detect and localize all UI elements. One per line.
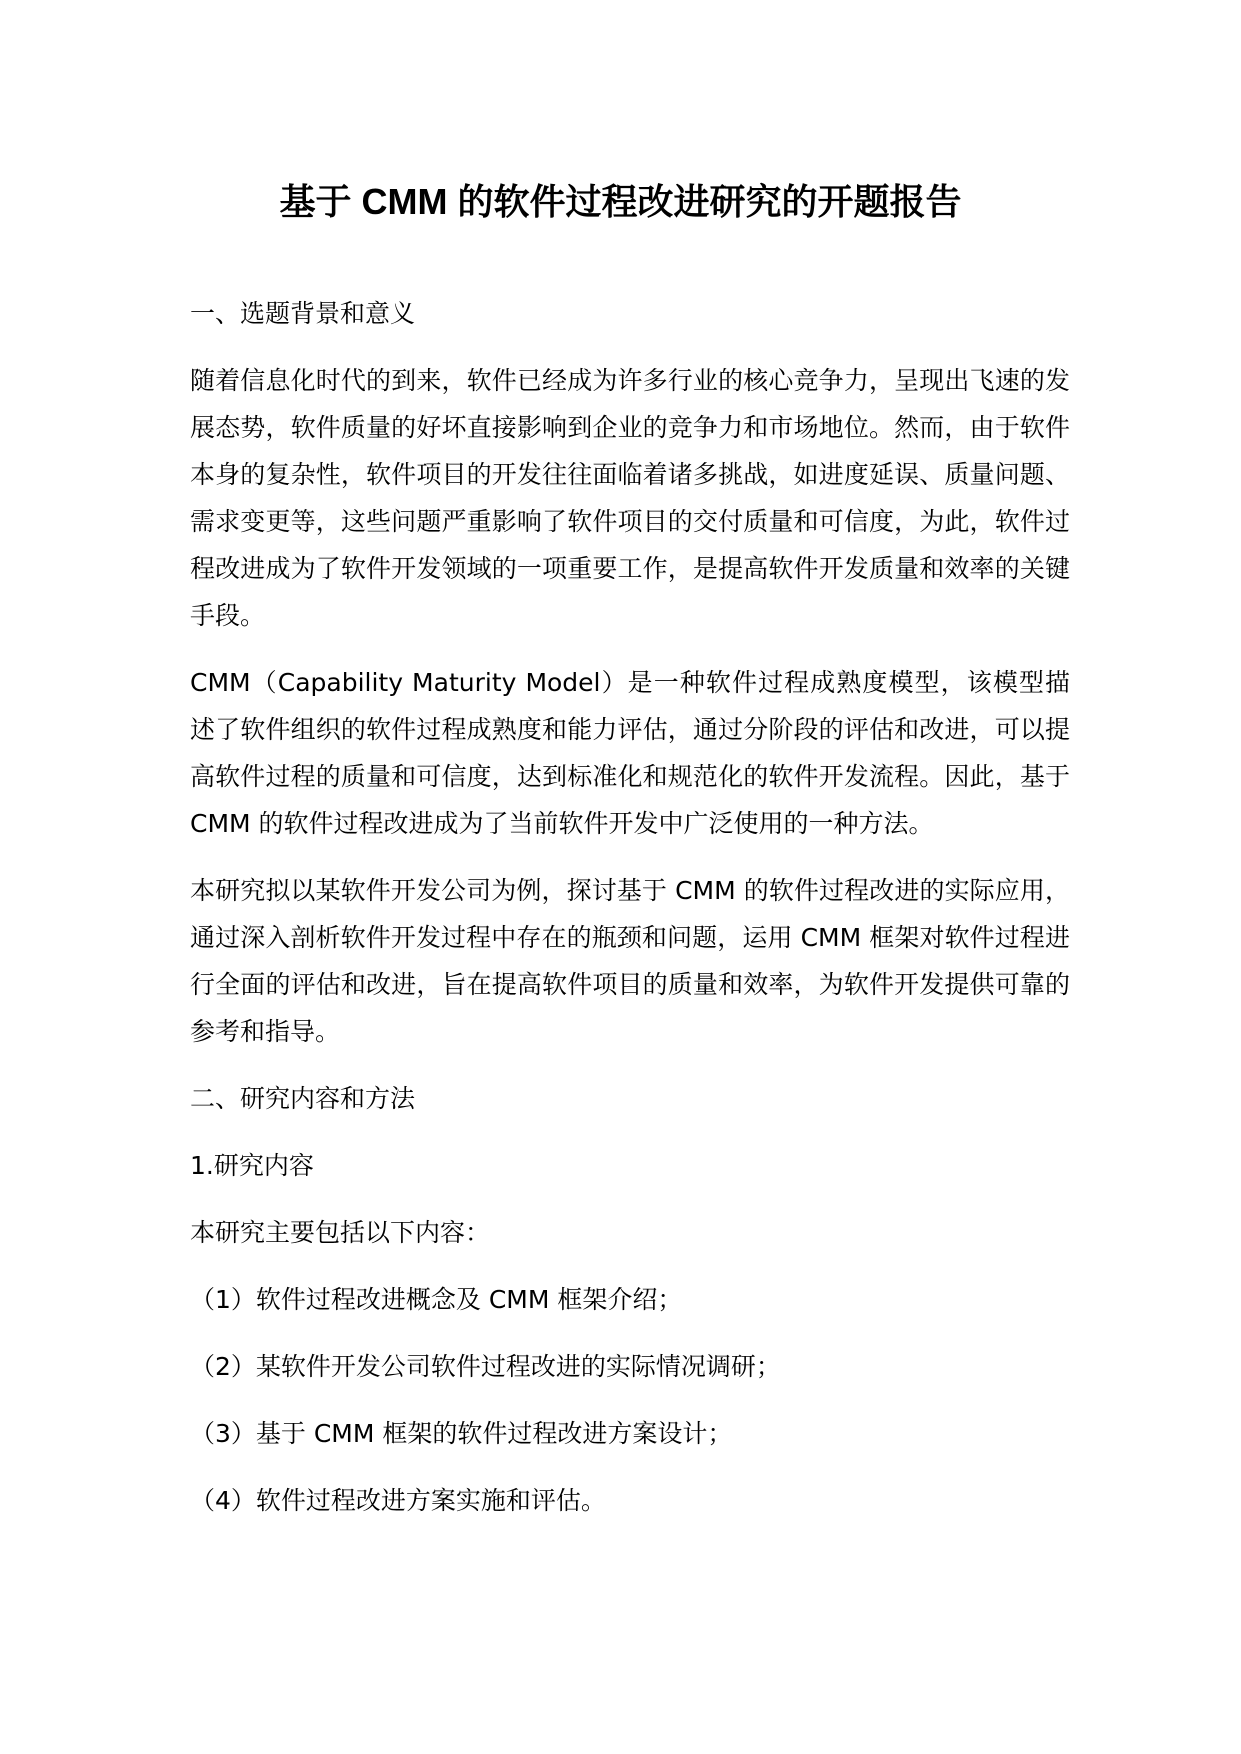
list-item: （4）软件过程改进方案实施和评估。	[190, 1486, 606, 1515]
document-body	[190, 290, 1070, 1544]
list-item: （2）某软件开发公司软件过程改进的实际情况调研；	[190, 1352, 781, 1381]
subsection-heading-content: 1.研究内容	[190, 1151, 314, 1180]
list-item: （3）基于 CMM 框架的软件过程改进方案设计；	[190, 1419, 733, 1448]
document-title: 基于 CMM 的软件过程改进研究的开题报告	[279, 181, 962, 222]
intro-line: 本研究主要包括以下内容：	[190, 1218, 491, 1247]
list-item: （1）软件过程改进概念及 CMM 框架介绍；	[190, 1285, 683, 1314]
section-heading-background: 一、选题背景和意义	[190, 299, 416, 328]
paragraph-cmm-intro: CMM（Capability Maturity Model）是一种软件过程成熟度模型，该模型描述了软件组织的软件过程成熟度和能力评估，通过分阶段的评估和改进，可以提高软件过程的质量和可信度，达到标准化和规范化的软件开发流程。因此，基于 CMM 的软件过程改进成为了当前软件开发中广泛使用的一种方法。	[190, 668, 1070, 838]
section-heading-content-method: 二、研究内容和方法	[190, 1084, 416, 1113]
paragraph-background: 随着信息化时代的到来，软件已经成为许多行业的核心竞争力，呈现出飞速的发展态势，软件质量的好坏直接影响到企业的竞争力和市场地位。然而，由于软件本身的复杂性，软件项目的开发往往面临着诸多挑战，如进度延误、质量问题、需求变更等，这些问题严重影响了软件项目的交付质量和可信度，为此，软件过程改进成为了软件开发领域的一项重要工作，是提高软件开发质量和效率的关键手段。	[190, 366, 1070, 630]
paragraph-research-plan: 本研究拟以某软件开发公司为例，探讨基于 CMM 的软件过程改进的实际应用，通过深入剖析软件开发过程中存在的瓶颈和问题，运用 CMM 框架对软件过程进行全面的评估和改进，旨在提高软件项目的质量和效率，为软件开发提供可靠的参考和指导。	[190, 876, 1070, 1046]
